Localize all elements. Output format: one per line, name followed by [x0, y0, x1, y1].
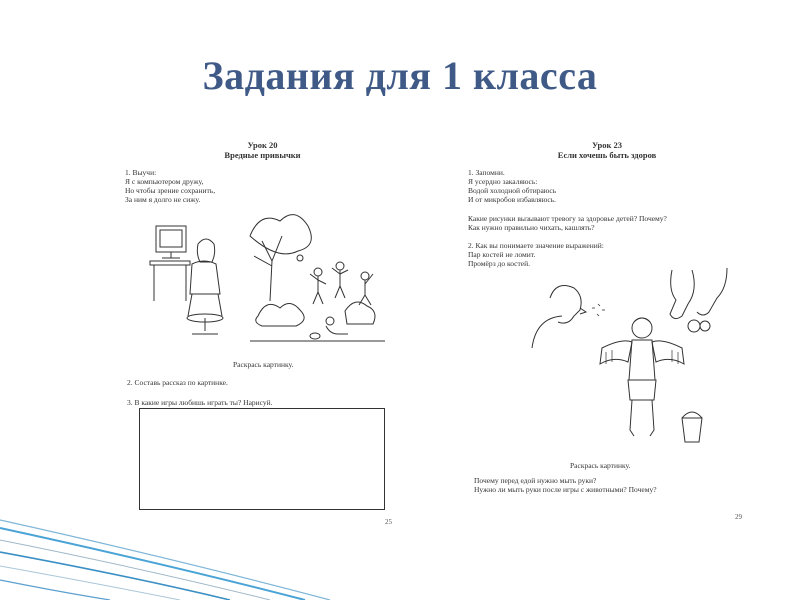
right-task2-line: Промёрз до костей.: [468, 259, 530, 268]
right-task1-line: И от микробов избавляюсь.: [468, 195, 556, 204]
right-lesson-number: Урок 23: [591, 140, 623, 150]
right-task2-line: Пар костей не ломит.: [468, 250, 536, 259]
children-computer-illustration: [140, 206, 390, 356]
left-task3: 3. В какие игры любишь играть ты? Нарисуй.: [127, 398, 273, 407]
right-worksheet-page: [452, 128, 762, 528]
left-task1-line: За ним я долго не сижу.: [125, 195, 201, 204]
drawing-answer-box: [139, 408, 385, 510]
right-bottom-question: Почему перед едой нужно мыть руки?: [474, 476, 597, 485]
right-task1-line: 1. Запомни.: [468, 168, 505, 177]
left-task1-line: Но чтобы зрение сохранить,: [125, 186, 216, 195]
right-task1-line: Водой холодной обтираюсь: [468, 186, 557, 195]
right-bottom-question: Нужно ли мыть руки после игры с животными? Почему?: [474, 485, 657, 494]
slide-title: Задания для 1 класса: [202, 53, 598, 98]
left-lesson-number: Урок 20: [247, 140, 278, 150]
right-task1-line: Я усердно закаляюсь:: [468, 177, 538, 186]
health-illustration: [522, 268, 732, 453]
left-drawing-caption: Раскрась картинку.: [233, 360, 294, 369]
left-page-number: 25: [385, 518, 392, 526]
left-worksheet-page: [115, 128, 410, 528]
right-page-number: 29: [735, 513, 742, 521]
right-drawing-caption: Раскрась картинку.: [570, 461, 631, 470]
right-task2-line: 2. Как вы понимаете значение выражений:: [468, 241, 604, 250]
left-lesson-topic: Вредные привычки: [224, 150, 301, 160]
right-question-line: Как нужно правильно чихать, кашлять?: [468, 223, 595, 232]
left-task1-line: Я с компьютером дружу,: [125, 177, 204, 186]
right-lesson-topic: Если хочешь быть здоров: [557, 150, 657, 160]
right-question-line: Какие рисунки вызывают тревогу за здоровье детей? Почему?: [468, 214, 667, 223]
left-task1-line: 1. Выучи:: [125, 168, 157, 177]
left-task2: 2. Составь рассказ по картинке.: [127, 378, 228, 387]
